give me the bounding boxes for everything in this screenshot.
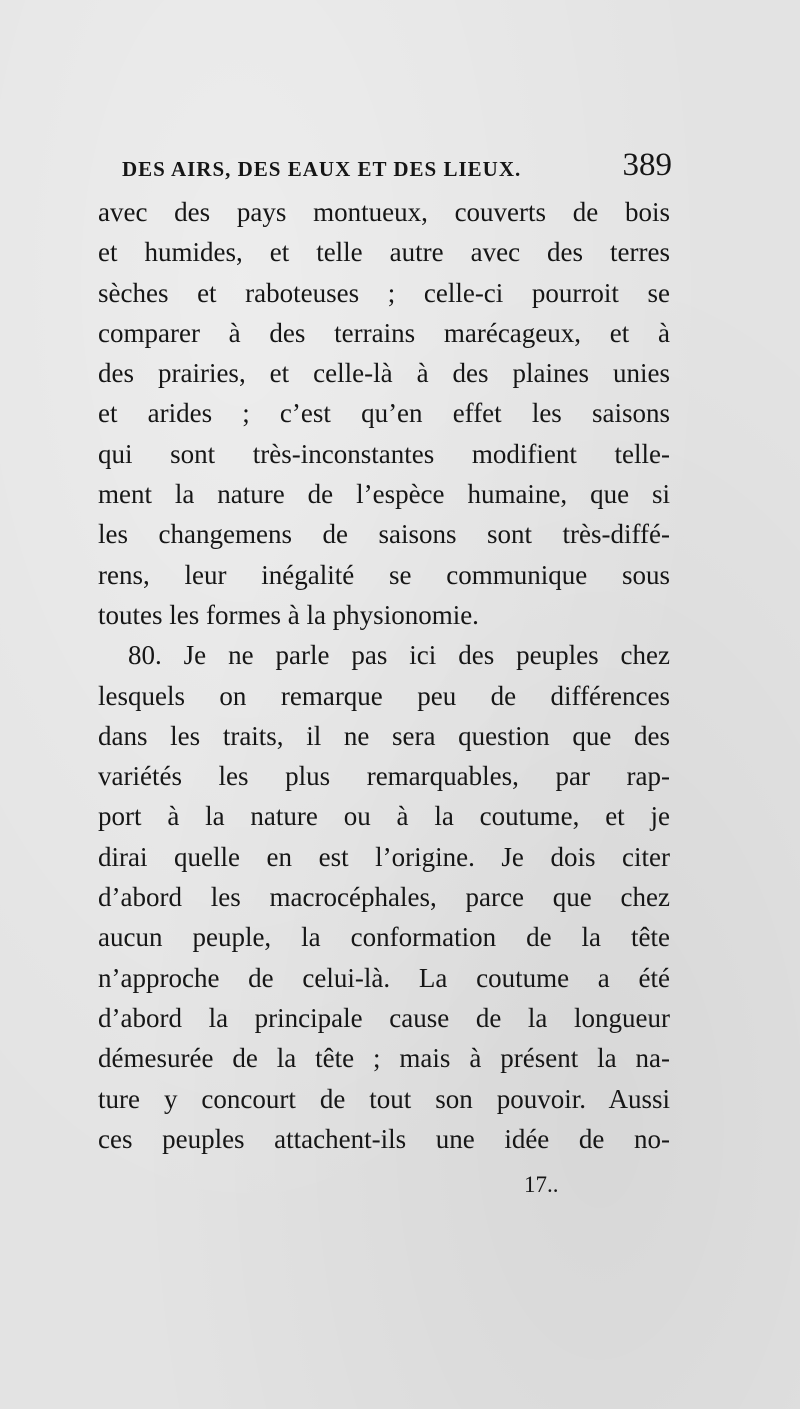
text-line: et humides, et telle autre avec des terres [98,237,670,268]
text-line: variétés les plus remarquables, par rap- [98,761,670,792]
text-line: et arides ; c’est qu’en effet les saisons [98,398,670,429]
text-line: rens, leur inégalité se communique sous [98,559,670,590]
text-line: dans les traits, il ne sera question que des [98,720,670,751]
text-line: qui sont très-inconstantes modifient telle- [98,438,670,469]
text-line: d’abord la principale cause de la longueur [98,1002,670,1033]
text-line: lesquels on remarque peu de différences [98,680,670,711]
signature-mark: 17.. [524,1172,559,1197]
text-line: ces peuples attachent-ils une idée de no- [98,1123,670,1154]
text-line: port à la nature ou à la coutume, et je [98,801,670,832]
text-line: dirai quelle en est l’origine. Je dois citer [98,841,670,872]
paragraph-end-line: toutes les formes à la physionomie. [98,599,479,630]
paragraph-start-line: 80. Je ne parle pas ici des peuples chez [128,640,670,671]
text-line: aucun peuple, la conformation de la tête [98,922,670,953]
text-line: comparer à des terrains marécageux, et à [98,317,670,348]
body-text [98,192,670,1159]
running-head [122,147,672,187]
text-line: ment la nature de l’espèce humaine, que si [98,479,670,510]
text-line: n’approche de celui-là. La coutume a été [98,962,670,993]
text-line: démesurée de la tête ; mais à présent la na- [98,1043,670,1074]
text-line: ture y concourt de tout son pouvoir. Aussi [98,1083,670,1114]
running-title: DES AIRS, DES EAUX ET DES LIEUX. [122,157,522,181]
page-number: 389 [622,147,672,183]
text-line: d’abord les macrocéphales, parce que chez [98,882,670,913]
text-line: avec des pays montueux, couverts de bois [98,197,670,227]
text-line: sèches et raboteuses ; celle-ci pourroit se [98,277,670,308]
text-line: les changemens de saisons sont très-diffé- [98,519,670,550]
text-line: des prairies, et celle-là à des plaines unies [98,358,670,389]
